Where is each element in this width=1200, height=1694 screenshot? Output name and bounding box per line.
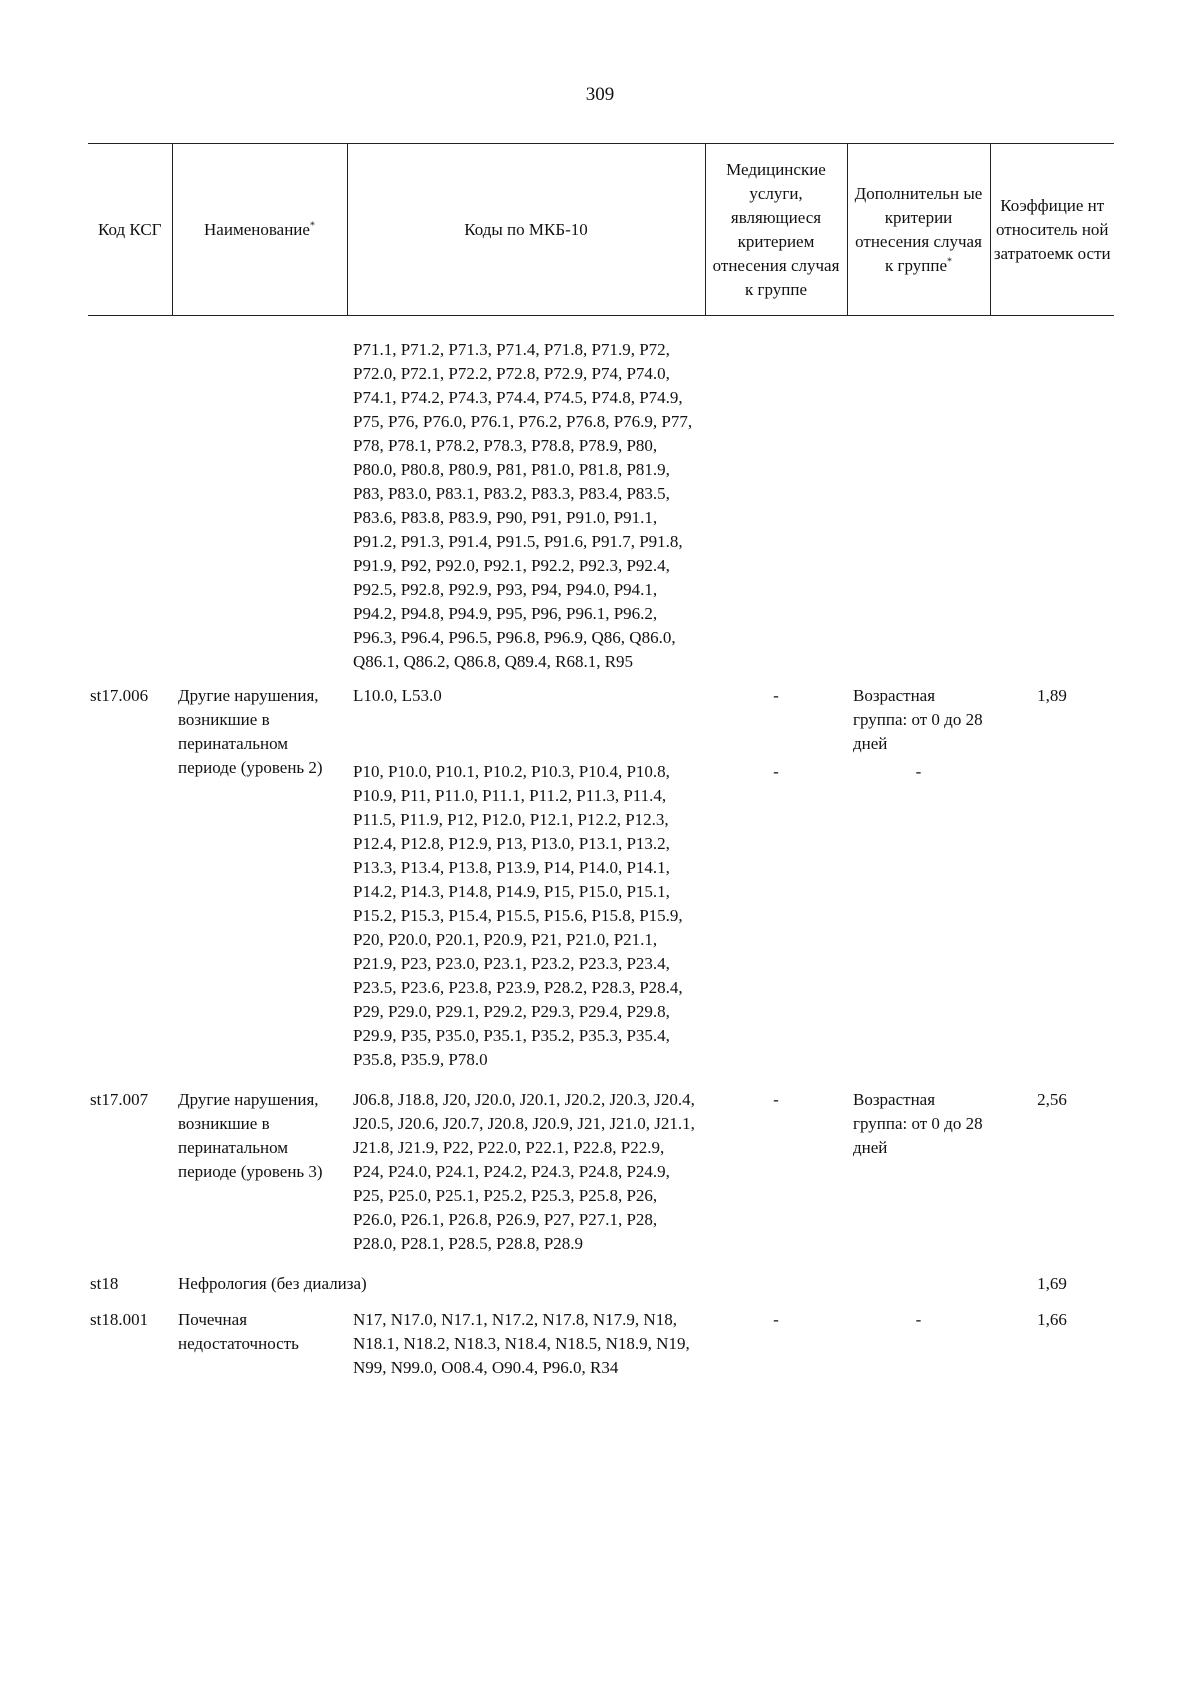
criteria-value: Возрастная группа: от 0 до 28 дней: [853, 686, 983, 753]
coef-value: 2,56: [1037, 1090, 1067, 1109]
header-services: Медицинские услуги, являющиеся критерием отнесения случая к группе: [705, 144, 847, 316]
ksg-code: st18: [90, 1274, 119, 1293]
table-row-st17-007: [88, 1082, 1114, 1268]
table-row-st18-001: [88, 1308, 1114, 1380]
header-mkb: Коды по МКБ-10: [347, 144, 705, 316]
ksg-name: Другие нарушения, возникшие в перинатальном периоде (уровень 3): [178, 1090, 323, 1181]
header-name: Наименование*: [172, 144, 347, 316]
criteria-value: -: [915, 1310, 922, 1329]
services-value: -: [773, 762, 779, 781]
services-value: -: [773, 1310, 779, 1329]
ksg-code: st18.001: [90, 1310, 149, 1329]
mkb-codes: L10.0, L53.0: [353, 686, 442, 705]
mkb-codes: P10, P10.0, P10.1, P10.2, P10.3, P10.4, P10.8, P10.9, P11, P11.0, P11.1, P11.2, P11.3, P11.4, P11.5, P11.9, P12, P12.0, P12.1, P12.2, P12.3, P12.4, P12.8, P12.9, P13, P13.0, P13.1, P13.2, P13.3, P13.4, P13.8, P13.9, P14, P14.0, P14.1, P14.2, P14.3, P14.8, P14.9, P15, P15.0, P15.1, P15.2, P15.3, P15.4, P15.5, P15.6, P15.8, P15.9, P20, P20.0, P20.1, P20.9, P21, P21.0, P21.1, P21.9, P23, P23.0, P23.1, P23.2, P23.3, P23.4, P23.5, P23.6, P23.8, P23.9, P28.2, P28.3, P28.4, P29, P29.0, P29.1, P29.2, P29.3, P29.4, P29.8, P29.9, P35, P35.0, P35.1, P35.2, P35.3, P35.4, P35.8, P35.9, P78.0: [353, 762, 683, 1069]
coef-value: 1,89: [1037, 686, 1067, 705]
coef-value: 1,66: [1037, 1310, 1067, 1329]
header-coef: Коэффицие нт относитель ной затратоемк ости: [990, 144, 1114, 316]
header-criteria: Дополнительн ые критерии отнесения случая к группе*: [847, 144, 990, 316]
mkb-codes: N17, N17.0, N17.1, N17.2, N17.8, N17.9, N18, N18.1, N18.2, N18.3, N18.4, N18.5, N18.9, N19, N99, N99.0, O08.4, O90.4, P96.0, R34: [353, 1310, 690, 1377]
mkb-codes: P71.1, P71.2, P71.3, P71.4, P71.8, P71.9, P72, P72.0, P72.1, P72.2, P72.8, P72.9, P74, P74.0, P74.1, P74.2, P74.3, P74.4, P74.5, P74.8, P74.9, P75, P76, P76.0, P76.1, P76.2, P76.8, P76.9, P77, P78, P78.1, P78.2, P78.3, P78.8, P78.9, P80, P80.0, P80.8, P80.9, P81, P81.0, P81.8, P81.9, P83, P83.0, P83.1, P83.2, P83.3, P83.4, P83.5, P83.6, P83.8, P83.9, P90, P91, P91.0, P91.1, P91.2, P91.3, P91.4, P91.5, P91.6, P91.7, P91.8, P91.9, P92, P92.0, P92.1, P92.2, P92.3, P92.4, P92.5, P92.8, P92.9, P93, P94, P94.0, P94.1, P94.2, P94.8, P94.9, P95, P96, P96.1, P96.2, P96.3, P96.4, P96.5, P96.8, P96.9, Q86, Q86.0, Q86.1, Q86.2, Q86.8, Q89.4, R68.1, R95: [353, 340, 693, 671]
table-row-st17-006: [88, 682, 1114, 760]
table-row-continuation: [88, 316, 1114, 683]
header-code: Код КСГ: [88, 144, 172, 316]
ksg-table: [88, 143, 1114, 1380]
ksg-code: st17.007: [90, 1090, 149, 1109]
criteria-value: -: [915, 762, 922, 781]
table-header-row: [88, 144, 1114, 316]
services-value: -: [773, 686, 779, 705]
table-row-st18: [88, 1268, 1114, 1308]
ksg-code: st17.006: [90, 686, 149, 705]
ksg-name: Нефрология (без диализа): [178, 1274, 367, 1293]
criteria-value: Возрастная группа: от 0 до 28 дней: [853, 1090, 983, 1157]
ksg-name: Другие нарушения, возникшие в перинатальном периоде (уровень 2): [178, 686, 323, 777]
coef-value: 1,69: [1037, 1274, 1067, 1293]
services-value: -: [773, 1090, 779, 1109]
ksg-name: Почечная недостаточность: [178, 1310, 299, 1353]
page-number: 309: [585, 84, 615, 105]
mkb-codes: J06.8, J18.8, J20, J20.0, J20.1, J20.2, J20.3, J20.4, J20.5, J20.6, J20.7, J20.8, J20.9, J21, J21.0, J21.1, J21.8, J21.9, P22, P22.0, P22.1, P22.8, P22.9, P24, P24.0, P24.1, P24.2, P24.3, P24.8, P24.9, P25, P25.0, P25.1, P25.2, P25.3, P25.8, P26, P26.0, P26.1, P26.8, P26.9, P27, P27.1, P28, P28.0, P28.1, P28.5, P28.8, P28.9: [353, 1090, 695, 1253]
